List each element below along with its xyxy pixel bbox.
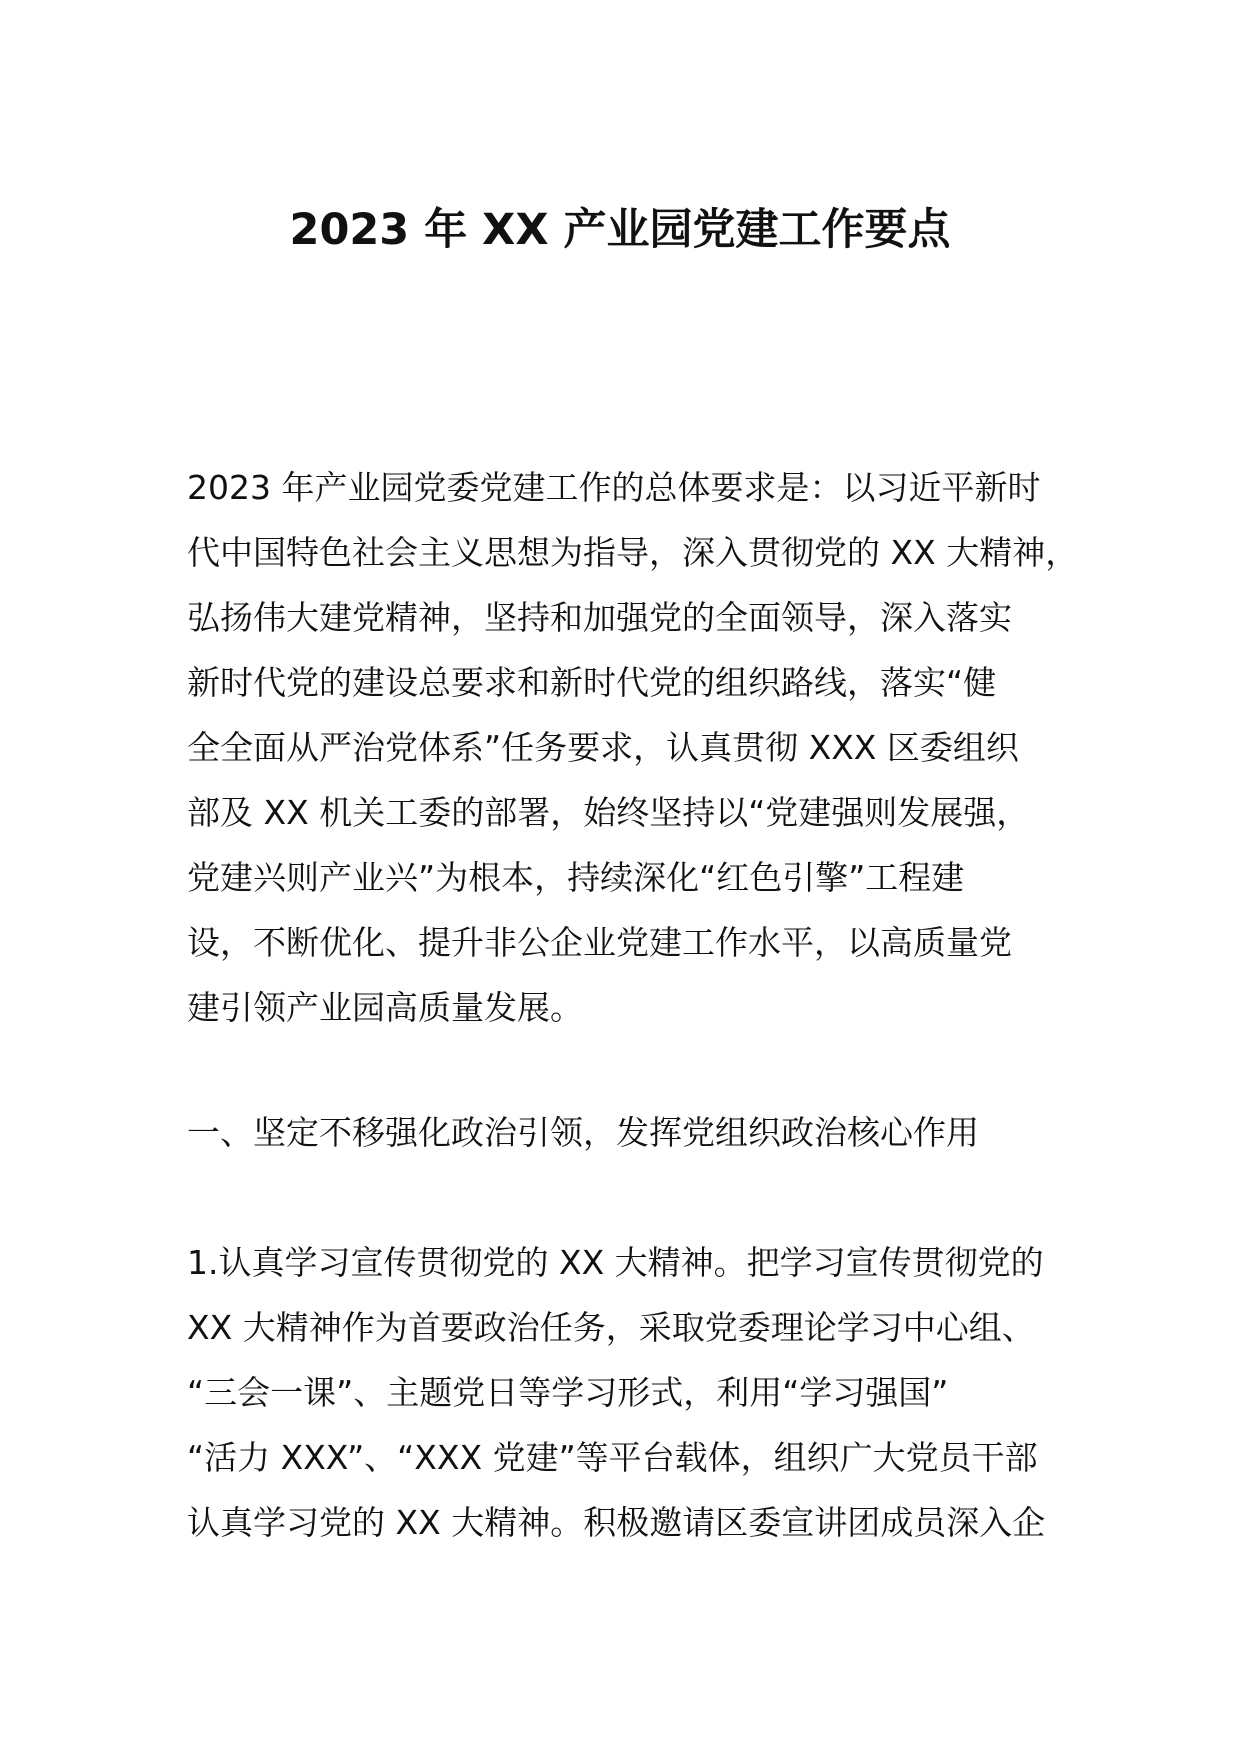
item-paragraph [187,1230,1077,1555]
intro-line: 党建兴则产业兴”为根本，持续深化“红色引擎”工程建 [187,858,965,897]
intro-line: 新时代党的建设总要求和新时代党的组织路线，落实“健 [187,663,997,702]
item-line: 认真学习党的 XX 大精神。积极邀请区委宣讲团成员深入企 [187,1503,1046,1542]
intro-line: 弘扬伟大建党精神，坚持和加强党的全面领导，深入落实 [187,598,1012,637]
intro-line: 代中国特色社会主义思想为指导，深入贯彻党的 XX 大精神， [187,533,1079,572]
item-line: “三会一课”、主题党日等学习形式，利用“学习强国” [187,1373,949,1412]
intro-line: 设，不断优化、提升非公企业党建工作水平，以高质量党 [187,923,1012,962]
intro-line: 部及 XX 机关工委的部署，始终坚持以“党建强则发展强， [187,793,1030,832]
intro-line: 2023 年产业园党委党建工作的总体要求是：以习近平新时 [187,468,1041,507]
section-heading-text: 一、坚定不移强化政治引领，发挥党组织政治核心作用 [187,1113,979,1152]
intro-line: 全全面从严治党体系”任务要求，认真贯彻 XXX 区委组织 [187,728,1019,767]
item-line: 1.认真学习宣传贯彻党的 XX 大精神。把学习宣传贯彻党的 [187,1243,1044,1282]
section-heading [187,1100,1077,1165]
item-line: “活力 XXX”、“XXX 党建”等平台载体，组织广大党员干部 [187,1438,1038,1477]
intro-paragraph [187,455,1077,1040]
intro-line: 建引领产业园高质量发展。 [187,988,583,1027]
document-title: 2023 年 XX 产业园党建工作要点 [289,205,951,255]
item-line: XX 大精神作为首要政治任务，采取党委理论学习中心组、 [187,1308,1035,1347]
